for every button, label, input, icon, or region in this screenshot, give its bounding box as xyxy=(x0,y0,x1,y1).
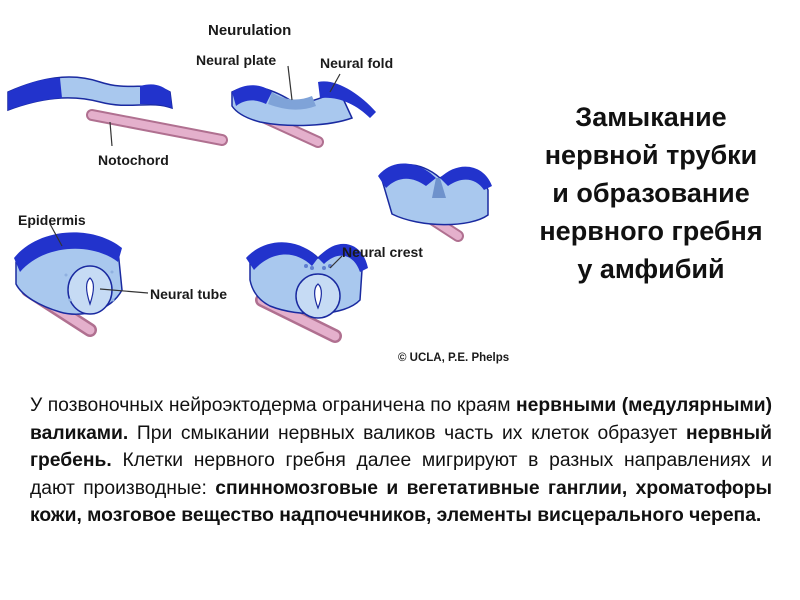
label-neural-plate: Neural plate xyxy=(196,52,277,68)
description-paragraph xyxy=(30,392,772,530)
text-run: У позвоночных нейроэктодерма ограничена по краям xyxy=(30,395,516,416)
label-neural-fold: Neural fold xyxy=(320,55,394,71)
label-notochord: Notochord xyxy=(98,152,169,168)
term-derivatives: спинномозговые и вегетативные ганглии, хроматофоры кожи, мозговое вещество надпочечников, элементы висцерального черепа. xyxy=(30,477,772,526)
title-line: у амфибий xyxy=(577,254,725,284)
term-neural-folds: нервными (медулярными) валиками. xyxy=(30,395,772,444)
figure-heading: Neurulation xyxy=(208,22,292,39)
text-run: Клетки нервного гребня далее мигрируют в разных направлениях и дают производные: xyxy=(30,450,772,499)
title-line: и образование xyxy=(552,178,750,208)
title-line: Замыкание xyxy=(575,102,727,132)
title-line: нервной трубки xyxy=(544,140,758,170)
text-run: При смыкании нервных валиков часть их клеток образует xyxy=(128,422,687,444)
figure-credit: © UCLA, P.E. Phelps xyxy=(398,352,510,364)
neurulation-figure xyxy=(0,0,540,375)
term-neural-crest: нервный гребень. xyxy=(30,422,772,471)
stage-1-neural-plate xyxy=(8,77,222,140)
stage-4-neural-tube xyxy=(14,232,122,330)
label-neural-tube: Neural tube xyxy=(150,286,228,302)
label-neural-crest: Neural crest xyxy=(342,244,423,260)
title-line: нервного гребня xyxy=(539,216,763,246)
stage-3-closing xyxy=(378,163,492,236)
slide-title xyxy=(520,98,782,288)
label-epidermis: Epidermis xyxy=(18,212,86,228)
stage-2-neural-fold xyxy=(232,81,376,142)
